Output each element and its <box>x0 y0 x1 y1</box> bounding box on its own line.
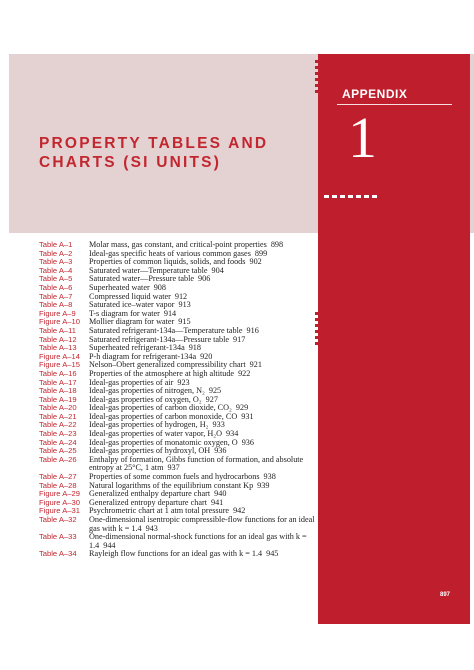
entry-description: Ideal-gas properties of carbon dioxide, CO₂ <box>89 403 232 413</box>
entry-description: Ideal-gas specific heats of various common gases <box>89 248 251 258</box>
entry-page: 945 <box>266 549 279 559</box>
contents-entry <box>39 533 321 550</box>
contents-entry <box>39 550 321 559</box>
entry-label: Figure A–10 <box>39 317 80 327</box>
entry-description: Ideal-gas properties of hydrogen, H₂ <box>89 420 209 430</box>
entry-label: Figure A–9 <box>39 308 76 318</box>
entry-page: 944 <box>103 540 116 550</box>
entry-label: Figure A–30 <box>39 497 80 507</box>
entry-description: One-dimensional normal-shock functions for an ideal gas with k = 1.4 <box>89 532 307 550</box>
entry-page: 923 <box>177 377 190 387</box>
contents-list <box>39 241 321 559</box>
entry-text <box>89 456 321 473</box>
entry-page: 915 <box>178 317 191 327</box>
entry-label: Table A–32 <box>39 515 77 524</box>
entry-label: Table A–26 <box>39 454 77 464</box>
entry-description: P-h diagram for refrigerant-134a <box>89 351 197 361</box>
entry-page: 937 <box>167 463 180 473</box>
entry-description: Superheated water <box>89 282 150 292</box>
entry-description: Generalized entropy departure chart <box>89 497 207 507</box>
entry-label: Table A–24 <box>39 437 77 447</box>
contents-entry <box>39 275 321 284</box>
entry-description: Compressed liquid water <box>89 291 171 301</box>
entry-description: Ideal-gas properties of nitrogen, N₂ <box>89 386 205 396</box>
entry-text <box>89 550 321 559</box>
entry-description: Generalized enthalpy departure chart <box>89 489 211 499</box>
entry-label: Figure A–31 <box>39 506 80 516</box>
entry-description: Saturated refrigerant-134a—Temperature table <box>89 325 243 335</box>
contents-entry <box>39 301 321 310</box>
entry-label: Table A–27 <box>39 472 77 482</box>
entry-page: 899 <box>254 248 268 258</box>
entry-description: Saturated water—Temperature table <box>89 265 208 275</box>
appendix-number: 1 <box>348 105 377 170</box>
entry-label: Table A–8 <box>39 300 73 310</box>
title-line-2: CHARTS (SI UNITS) <box>39 154 222 171</box>
contents-entry <box>39 456 321 473</box>
entry-page: 912 <box>174 291 188 301</box>
entry-page: 929 <box>235 403 249 413</box>
entry-description: Properties of common liquids, solids, and foods <box>89 257 246 267</box>
entry-description: Natural logarithms of the equilibrium constant Kp <box>89 480 254 490</box>
entry-description: Ideal-gas properties of oxygen, O₂ <box>89 394 202 404</box>
entry-label: Table A–23 <box>39 429 77 439</box>
entry-description: Saturated ice–water vapor <box>89 300 175 310</box>
entry-label: Table A–21 <box>39 411 77 421</box>
entry-label: Table A–17 <box>39 377 77 387</box>
entry-page: 904 <box>211 265 224 275</box>
entry-description: Psychrometric chart at 1 atm total pressure <box>89 506 230 516</box>
entry-label: Table A–34 <box>39 549 77 559</box>
entry-page: 933 <box>212 420 225 430</box>
entry-page: 931 <box>241 411 254 421</box>
entry-label: Table A–3 <box>39 257 73 267</box>
entry-page: 916 <box>246 325 259 335</box>
appendix-label: APPENDIX <box>342 87 408 101</box>
entry-label: Table A–18 <box>39 386 77 396</box>
entry-page: 917 <box>233 334 246 344</box>
entry-description: T-s diagram for water <box>89 308 160 318</box>
entry-label: Figure A–14 <box>39 351 80 361</box>
entry-label: Table A–4 <box>39 265 73 275</box>
entry-page: 920 <box>200 351 213 361</box>
entry-label: Table A–25 <box>39 446 77 456</box>
page-title <box>39 134 268 172</box>
entry-description: Saturated refrigerant-134a—Pressure table <box>89 334 230 344</box>
entry-page: 921 <box>249 360 262 370</box>
entry-description: Enthalpy of formation, Gibbs function of formation, and absolute entropy at 25°C, 1 atm <box>89 454 304 473</box>
entry-label: Table A–20 <box>39 403 77 413</box>
entry-description: Saturated water—Pressure table <box>89 274 195 284</box>
entry-page: 939 <box>257 480 270 490</box>
entry-page: 913 <box>178 300 191 310</box>
entry-label: Table A–2 <box>39 248 73 258</box>
entry-label: Table A–28 <box>39 480 77 490</box>
title-line-1: PROPERTY TABLES AND <box>39 135 269 152</box>
entry-description: Properties of the atmosphere at high altitude <box>89 368 235 378</box>
entry-page: 943 <box>145 523 158 533</box>
entry-description: Molar mass, gas constant, and critical-point properties <box>89 240 267 249</box>
entry-page: 918 <box>188 343 201 353</box>
entry-page: 942 <box>233 506 246 516</box>
entry-label: Table A–19 <box>39 394 77 404</box>
entry-label: Table A–13 <box>39 343 77 353</box>
entry-page: 941 <box>210 497 224 507</box>
entry-description: One-dimensional isentropic compressible-flow functions for an ideal gas with k = 1.4 <box>89 515 315 533</box>
entry-label: Figure A–29 <box>39 489 80 499</box>
entry-label: Table A–7 <box>39 291 73 301</box>
entry-description: Ideal-gas properties of monatomic oxygen, O <box>89 437 238 447</box>
entry-description: Rayleigh flow functions for an ideal gas with k = 1.4 <box>89 549 263 559</box>
entry-page: 906 <box>198 274 211 284</box>
entry-page: 922 <box>238 368 251 378</box>
entry-label: Table A–33 <box>39 532 77 542</box>
entry-label: Table A–22 <box>39 420 77 430</box>
entry-page: 938 <box>263 472 276 482</box>
entry-description: Properties of some common fuels and hydrocarbons <box>89 472 260 482</box>
decorative-dots <box>324 195 377 198</box>
entry-page: 936 <box>214 446 227 456</box>
edge-dots-top <box>315 60 318 93</box>
entry-text <box>89 533 321 550</box>
page-number: 897 <box>440 592 451 598</box>
entry-description: Mollier diagram for water <box>89 317 175 327</box>
entry-label: Table A–1 <box>39 240 73 249</box>
entry-page: 925 <box>208 386 222 396</box>
appendix-sidebar <box>318 54 470 624</box>
entry-description: Nelson–Obert generalized compressibility chart <box>89 360 246 370</box>
entry-page: 898 <box>270 240 284 249</box>
entry-text <box>89 516 321 533</box>
entry-label: Table A–6 <box>39 282 73 292</box>
entry-description: Superheated refrigerant-134a <box>89 343 185 353</box>
entry-page: 902 <box>249 257 262 267</box>
entry-description: Ideal-gas properties of air <box>89 377 174 387</box>
entry-page: 936 <box>241 437 254 447</box>
entry-label: Table A–11 <box>39 325 77 335</box>
entry-page: 927 <box>205 394 218 404</box>
entry-label: Table A–12 <box>39 334 77 344</box>
entry-label: Table A–16 <box>39 368 77 378</box>
entry-description: Ideal-gas properties of carbon monoxide, CO <box>89 411 238 421</box>
entry-description: Ideal-gas properties of hydroxyl, OH <box>89 446 211 456</box>
entry-page: 940 <box>214 489 227 499</box>
entry-page: 914 <box>163 308 177 318</box>
contents-entry <box>39 516 321 533</box>
entry-label: Table A–5 <box>39 274 73 284</box>
entry-description: Ideal-gas properties of water vapor, H₂O <box>89 429 223 439</box>
entry-page: 908 <box>153 282 166 292</box>
entry-page: 934 <box>226 429 239 439</box>
entry-label: Figure A–15 <box>39 360 80 370</box>
